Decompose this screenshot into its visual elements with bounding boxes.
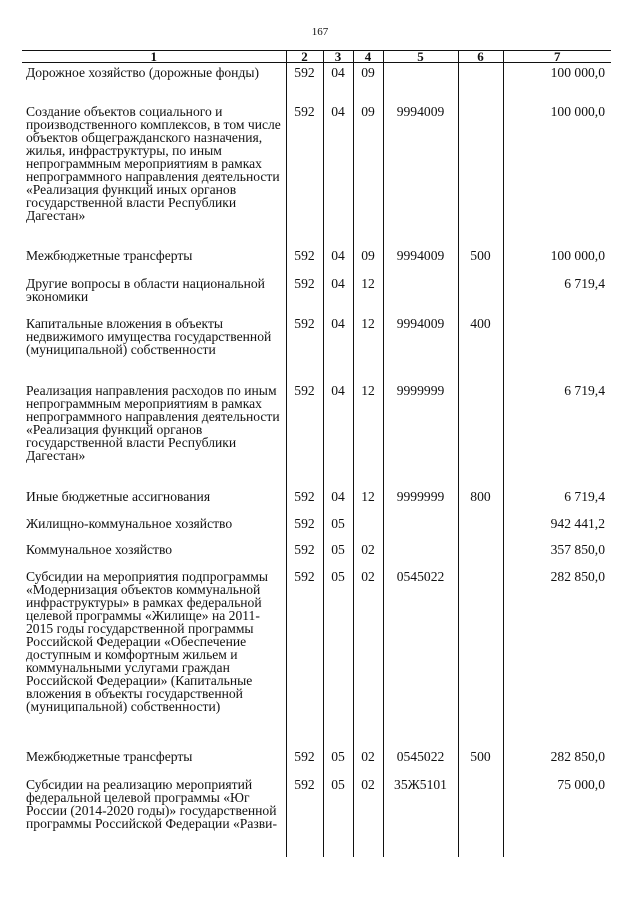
row-c3: 05 (323, 567, 353, 747)
row-c6 (458, 381, 503, 487)
col-header-6: 6 (458, 51, 503, 63)
row-c3: 05 (323, 540, 353, 567)
row-name: Создание объектов социального и производственного комплексов, в том числе объектов общегражданского назначения, жилья, инфраструктуры, по иным непрограммным мероприятиям в рамках непрограммного направления деятельности «Реализация функций иных органов государственной власти Республики Дагестан» (26, 103, 281, 223)
table-row (22, 381, 611, 487)
row-c3: 05 (323, 514, 353, 540)
row-c3: 04 (323, 314, 353, 381)
row-c4: 09 (353, 63, 383, 102)
row-c7: 282 850,0 (503, 567, 611, 747)
table-row (22, 514, 611, 540)
row-c2: 592 (286, 274, 323, 314)
row-c6: 500 (458, 246, 503, 274)
row-c2: 592 (286, 540, 323, 567)
row-c2: 592 (286, 567, 323, 747)
row-name: Коммунальное хозяйство (26, 541, 173, 557)
row-c3: 04 (323, 487, 353, 514)
row-c3: 04 (323, 381, 353, 487)
row-c5 (383, 274, 458, 314)
row-c7: 100 000,0 (503, 63, 611, 102)
row-c7: 357 850,0 (503, 540, 611, 567)
row-name: Субсидии на мероприятия подпрограммы «Модернизация объектов коммунальной инфраструктуры» в рамках федеральной целевой программы «Жилище» на 2011-2015 годы государственной программы Российской Федерации «Обеспечение доступным и комфортным жильем и коммунальными услугами граждан Российской Федерации» (Капитальные вложения в объекты государственной (муниципальной) собственности) (26, 568, 269, 714)
page-number: 167 (311, 26, 329, 38)
row-c4: 09 (353, 246, 383, 274)
col-header-4: 4 (353, 51, 383, 63)
row-c2: 592 (286, 775, 323, 857)
row-c6 (458, 274, 503, 314)
row-c2: 592 (286, 314, 323, 381)
table-row (22, 102, 611, 246)
row-c4 (353, 514, 383, 540)
row-c4: 02 (353, 747, 383, 775)
row-c5 (383, 514, 458, 540)
col-header-7: 7 (503, 51, 611, 63)
table-row (22, 540, 611, 567)
row-c3: 04 (323, 102, 353, 246)
row-name: Реализация направления расходов по иным непрограммным мероприятиям в рамках непрограммного направления деятельности «Реализация функций органов государственной власти Республики Дагестан» (26, 382, 280, 463)
row-name: Капитальные вложения в объекты недвижимого имущества государственной (муниципальной) собственности (26, 315, 272, 357)
row-c3: 05 (323, 775, 353, 857)
row-c4: 02 (353, 567, 383, 747)
row-c7 (503, 314, 611, 381)
row-c4: 12 (353, 314, 383, 381)
table-row (22, 747, 611, 775)
table-header (22, 51, 611, 63)
row-c2: 592 (286, 63, 323, 102)
row-c4: 12 (353, 381, 383, 487)
row-c7: 282 850,0 (503, 747, 611, 775)
row-c3: 04 (323, 63, 353, 102)
row-name: Иные бюджетные ассигнования (26, 488, 211, 504)
row-c7: 75 000,0 (503, 775, 611, 857)
row-c6 (458, 102, 503, 246)
row-c2: 592 (286, 381, 323, 487)
row-c3: 04 (323, 246, 353, 274)
row-c4: 02 (353, 540, 383, 567)
row-c6: 800 (458, 487, 503, 514)
row-c2: 592 (286, 747, 323, 775)
row-c5 (383, 63, 458, 102)
budget-table (22, 50, 611, 857)
row-c4: 09 (353, 102, 383, 246)
row-c6 (458, 63, 503, 102)
row-name: Межбюджетные трансферты (26, 247, 193, 263)
row-c4: 12 (353, 274, 383, 314)
table-row (22, 63, 611, 102)
col-header-3: 3 (323, 51, 353, 63)
col-header-1: 1 (22, 51, 286, 63)
row-c5: 9994009 (383, 246, 458, 274)
row-c6 (458, 567, 503, 747)
table-row (22, 274, 611, 314)
row-name: Дорожное хозяйство (дорожные фонды) (26, 65, 260, 80)
col-header-2: 2 (286, 51, 323, 63)
row-c5: 9994009 (383, 314, 458, 381)
row-c7: 100 000,0 (503, 246, 611, 274)
row-c4: 12 (353, 487, 383, 514)
row-c6 (458, 540, 503, 567)
row-c6 (458, 775, 503, 857)
row-c2: 592 (286, 487, 323, 514)
row-c6: 400 (458, 314, 503, 381)
row-c5: 0545022 (383, 747, 458, 775)
row-c2: 592 (286, 514, 323, 540)
row-c5: 9999999 (383, 381, 458, 487)
row-name: Другие вопросы в области национальной экономики (26, 275, 265, 304)
row-c7: 6 719,4 (503, 381, 611, 487)
table-row (22, 775, 611, 857)
row-c7: 100 000,0 (503, 102, 611, 246)
row-c7: 942 441,2 (503, 514, 611, 540)
row-c2: 592 (286, 102, 323, 246)
row-c2: 592 (286, 246, 323, 274)
row-c5: 9994009 (383, 102, 458, 246)
row-name: Субсидии на реализацию мероприятий федеральной целевой программы «Юг России (2014-2020 годы)» государственной программы Российской Федерации «Разви- (26, 776, 277, 831)
row-c5: 35Ж5101 (383, 775, 458, 857)
row-name: Жилищно-коммунальное хозяйство (26, 515, 233, 531)
col-header-5: 5 (383, 51, 458, 63)
table-row (22, 246, 611, 274)
row-c4: 02 (353, 775, 383, 857)
row-c3: 04 (323, 274, 353, 314)
table-row (22, 487, 611, 514)
row-c5: 9999999 (383, 487, 458, 514)
row-c5: 0545022 (383, 567, 458, 747)
row-c3: 05 (323, 747, 353, 775)
row-c7: 6 719,4 (503, 487, 611, 514)
table-row (22, 567, 611, 747)
row-c5 (383, 540, 458, 567)
row-name: Межбюджетные трансферты (26, 748, 193, 764)
table-row (22, 314, 611, 381)
row-c6: 500 (458, 747, 503, 775)
row-c7: 6 719,4 (503, 274, 611, 314)
row-c6 (458, 514, 503, 540)
